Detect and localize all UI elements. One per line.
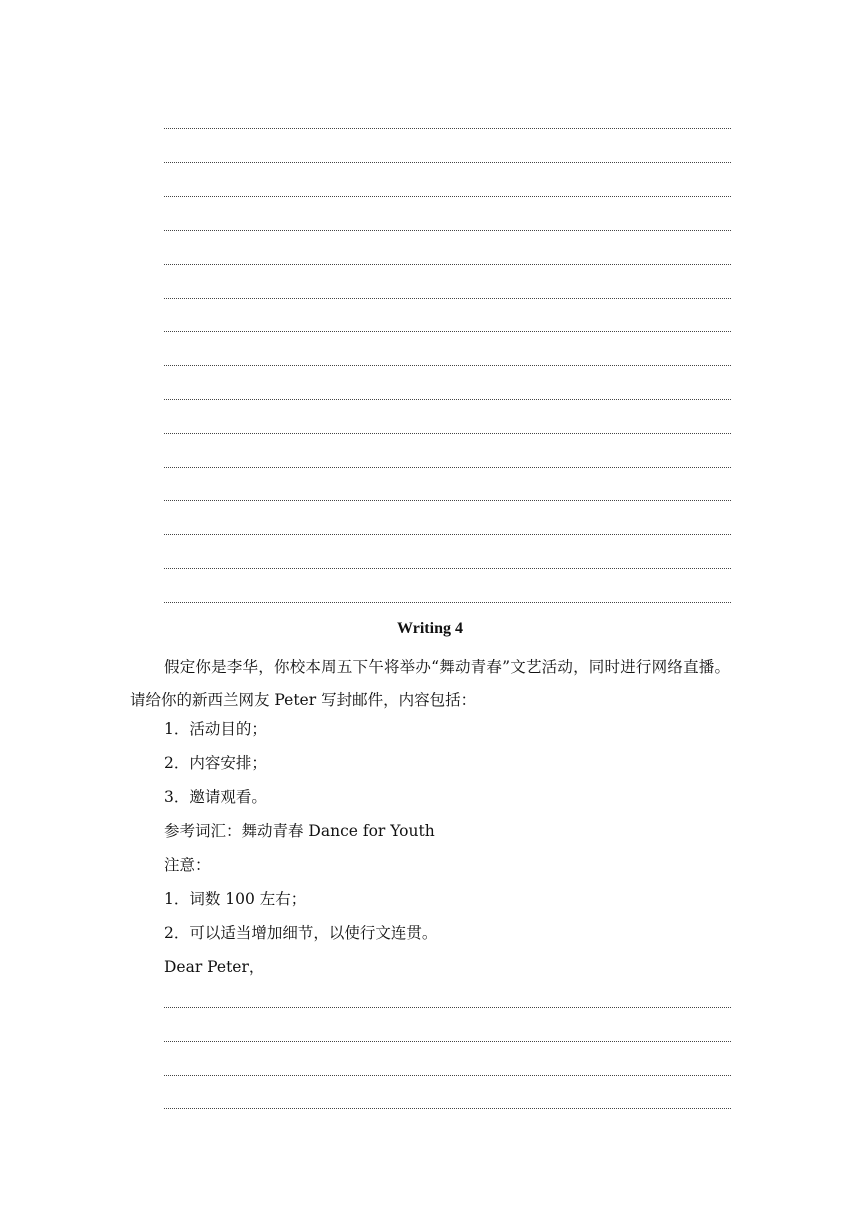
writing-line — [164, 568, 731, 569]
requirement-3: 3．邀请观看。 — [164, 788, 267, 806]
writing-line — [164, 162, 731, 163]
writing-line — [164, 602, 731, 603]
writing-line — [164, 399, 731, 400]
writing-line — [164, 128, 731, 129]
writing-line — [164, 1075, 731, 1076]
requirement-1: 1．活动目的； — [164, 720, 267, 738]
writing-line — [164, 433, 731, 434]
prompt-paragraph: 假定你是李华，你校本周五下午将举办“舞动青春”文艺活动，同时进行网络直播。请给你的新西兰网友 Peter 写封邮件，内容包括： — [130, 658, 730, 709]
requirement-2: 2．内容安排； — [164, 754, 267, 772]
writing-line — [164, 1041, 731, 1042]
writing-line — [164, 298, 731, 299]
salutation: Dear Peter， — [164, 958, 265, 976]
note-1: 1．词数 100 左右； — [164, 890, 307, 908]
note-2: 2．可以适当增加细节，以使行文连贯。 — [164, 924, 438, 942]
writing-line — [164, 467, 731, 468]
writing-line — [164, 196, 731, 197]
notes-label: 注意： — [164, 856, 211, 874]
section-title: Writing 4 — [397, 620, 463, 637]
writing-line — [164, 1108, 731, 1109]
writing-line — [164, 534, 731, 535]
writing-line — [164, 1007, 731, 1008]
writing-line — [164, 264, 731, 265]
writing-line — [164, 331, 731, 332]
writing-line — [164, 365, 731, 366]
writing-line — [164, 230, 731, 231]
reference-vocabulary: 参考词汇：舞动青春 Dance for Youth — [164, 822, 435, 840]
writing-line — [164, 500, 731, 501]
